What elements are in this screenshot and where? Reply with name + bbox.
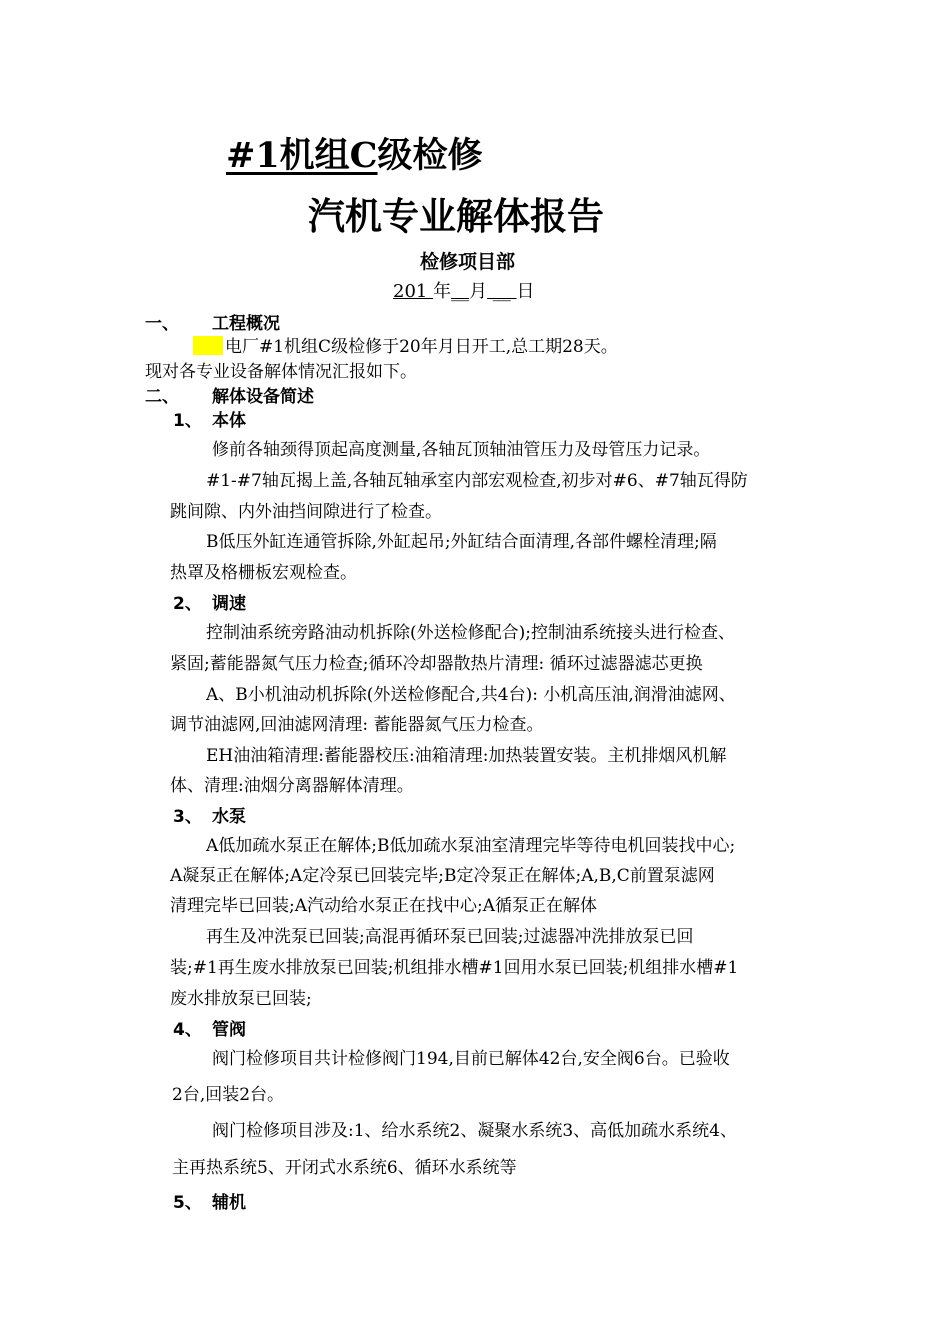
year-blank: 201 bbox=[393, 281, 434, 302]
section-1-title: 工程概况 bbox=[212, 314, 280, 334]
section-1-line2: 现对各专业设备解体情况汇报如下。 bbox=[145, 362, 417, 382]
item-5-number: 5、 bbox=[173, 1193, 202, 1213]
item-4-number: 4、 bbox=[173, 1020, 202, 1040]
document-title-line2: 汽机专业解体报告 bbox=[308, 194, 604, 238]
item-1-line: B低压外缸连通管拆除,外缸起吊;外缸结合面清理,各部件螺栓清理;隔 bbox=[206, 532, 717, 552]
item-1-line: #1-#7轴瓦揭上盖,各轴瓦轴承室内部宏观检查,初步对#6、#7轴瓦得防 bbox=[206, 471, 748, 491]
item-2-line: EH油油箱清理:蓄能器校压:油箱清理:加热装置安装。主机排烟风机解 bbox=[206, 746, 727, 766]
item-2-line: A、B小机油动机拆除(外送检修配合,共4台): 小机高压油,润滑油滤网、 bbox=[206, 685, 736, 705]
item-2-number: 2、 bbox=[173, 594, 202, 614]
document-title-line1 bbox=[226, 128, 483, 178]
item-4-title: 管阀 bbox=[212, 1020, 246, 1040]
title-rest-part: 级检修 bbox=[377, 135, 483, 176]
item-5-title: 辅机 bbox=[212, 1193, 246, 1213]
highlight-mark bbox=[193, 336, 223, 355]
item-4-line: 阀门检修项目共计检修阀门194,目前已解体42台,安全阀6台。已验收 bbox=[212, 1049, 730, 1069]
department-name: 检修项目部 bbox=[420, 251, 516, 273]
title-underlined-part: #1机组C bbox=[226, 135, 378, 176]
item-3-number: 3、 bbox=[173, 807, 202, 827]
item-2-line: 紧固;蓄能器氮气压力检查;循环冷却器散热片清理: 循环过滤器滤芯更换 bbox=[170, 654, 703, 674]
section-1-paragraph bbox=[193, 332, 618, 357]
item-4-line: 阀门检修项目涉及:1、给水系统2、凝聚水系统3、高低加疏水系统4、 bbox=[212, 1121, 737, 1141]
section-1-text: 电厂#1机组C级检修于20年月日开工,总工期28天。 bbox=[225, 337, 618, 357]
report-date bbox=[393, 277, 535, 303]
year-label: 年 bbox=[433, 281, 452, 302]
item-3-line: A凝泵正在解体;A定冷泵已回装完毕;B定冷泵正在解体;A,B,C前置泵滤网 bbox=[170, 866, 715, 886]
section-2-title: 解体设备简述 bbox=[212, 387, 314, 407]
item-3-line: A低加疏水泵正在解体;B低加疏水泵油室清理完毕等待电机回装找中心; bbox=[206, 836, 736, 856]
item-2-line: 调节油滤网,回油滤网清理: 蓄能器氮气压力检查。 bbox=[170, 715, 544, 735]
item-1-title: 本体 bbox=[212, 411, 246, 431]
item-4-line: 2台,回装2台。 bbox=[172, 1085, 285, 1105]
day-blank: __ bbox=[487, 281, 517, 302]
item-3-line: 废水排放泵已回装; bbox=[170, 989, 312, 1009]
item-3-line: 装;#1再生废水排放泵已回装;机组排水槽#1回用水泵已回装;机组排水槽#1 bbox=[170, 958, 739, 978]
item-3-title: 水泵 bbox=[212, 807, 246, 827]
item-2-line: 控制油系统旁路油动机拆除(外送检修配合);控制油系统接头进行检查、 bbox=[206, 623, 735, 643]
item-1-number: 1、 bbox=[173, 411, 202, 431]
item-2-title: 调速 bbox=[212, 594, 246, 614]
section-1-number: 一、 bbox=[145, 314, 179, 334]
item-1-line: 修前各轴颈得顶起高度测量,各轴瓦顶轴油管压力及母管压力记录。 bbox=[212, 440, 711, 460]
item-3-line: 清理完毕已回装;A汽动给水泵正在找中心;A循泵正在解体 bbox=[170, 896, 598, 916]
day-label: 日 bbox=[516, 281, 535, 302]
item-1-line: 热罩及格栅板宏观检查。 bbox=[170, 563, 357, 583]
item-3-line: 再生及冲洗泵已回装;高混再循环泵已回装;过滤器冲洗排放泵已回 bbox=[206, 927, 694, 947]
month-blank: __ bbox=[451, 281, 470, 302]
section-2-number: 二、 bbox=[145, 387, 179, 407]
item-2-line: 体、清理:油烟分离器解体清理。 bbox=[170, 776, 414, 796]
item-4-line: 主再热系统5、开闭式水系统6、循环水系统等 bbox=[172, 1158, 517, 1178]
month-label: 月 bbox=[469, 281, 488, 302]
item-1-line: 跳间隙、内外油挡间隙进行了检查。 bbox=[170, 502, 442, 522]
